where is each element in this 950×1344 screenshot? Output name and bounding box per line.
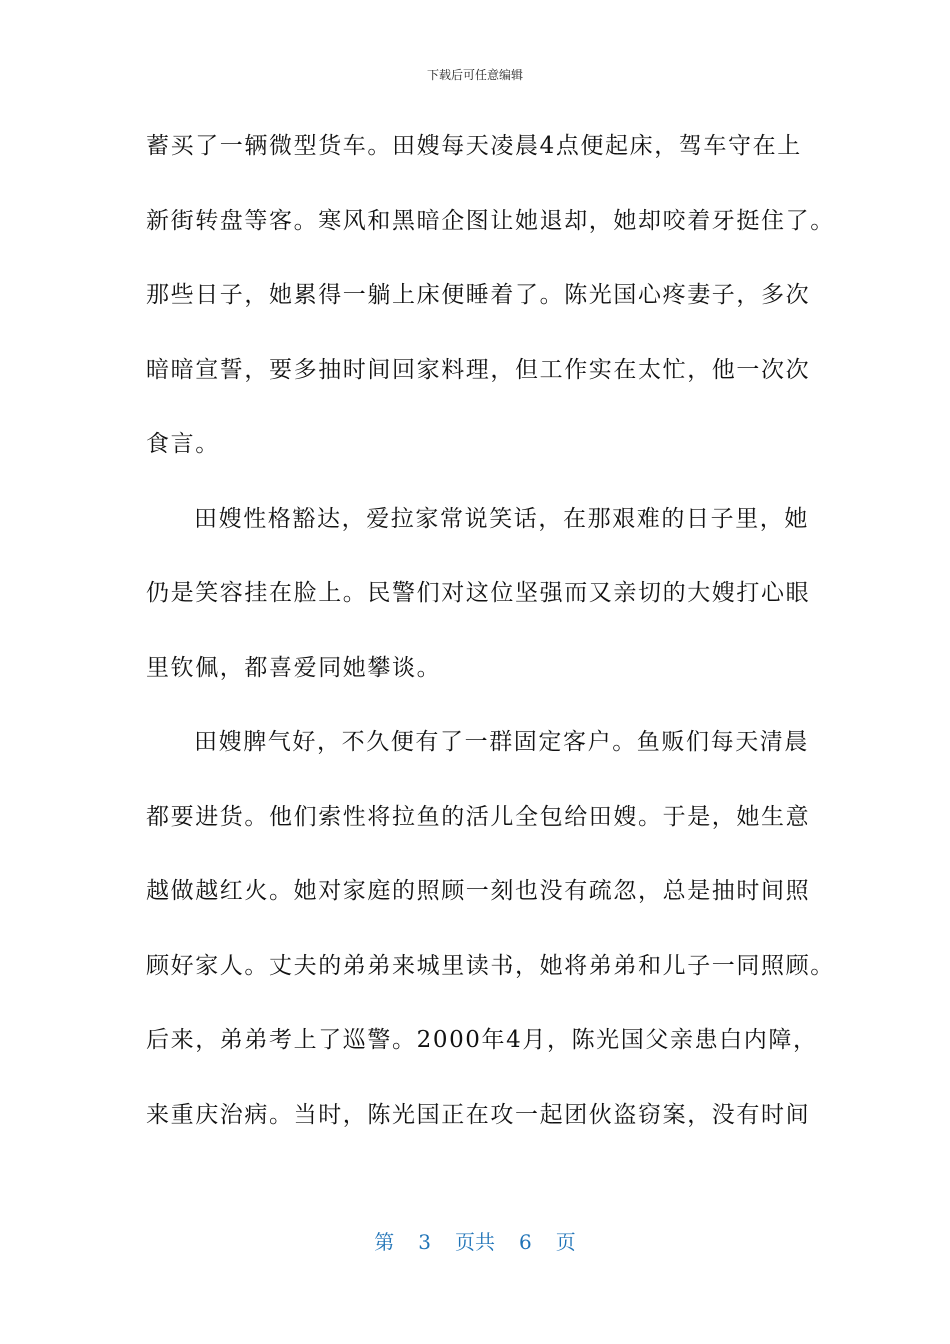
text-line: 新街转盘等客。寒风和黑暗企图让她退却，她却咬着牙挺住了。 (146, 207, 835, 234)
current-page-number: 3 (418, 1230, 431, 1254)
text-line: 蓄买了一辆微型货车。田嫂每天凌晨4点便起床，驾车守在上 (146, 133, 802, 159)
footer-middle: 页共 (455, 1230, 495, 1254)
text-line: 顾好家人。丈夫的弟弟来城里读书，她将弟弟和儿子一同照顾。 (146, 952, 835, 979)
text-line: 暗暗宣誓，要多抽时间回家料理，但工作实在太忙，他一次次 (146, 356, 811, 383)
text-line: 都要进货。他们索性将拉鱼的活儿全包给田嫂。于是，她生意 (146, 803, 811, 830)
page-footer (0, 1226, 950, 1255)
total-page-count: 6 (519, 1230, 532, 1254)
page-header: 下载后可任意编辑 (426, 68, 523, 82)
paragraph-start-line: 田嫂脾气好，不久便有了一群固定客户。鱼贩们每天清晨 (194, 729, 809, 755)
text-line: 后来，弟弟考上了巡警。2000年4月，陈光国父亲患白内障， (146, 1027, 818, 1053)
footer-prefix: 第 (374, 1230, 395, 1254)
text-line: 来重庆治病。当时，陈光国正在攻一起团伙盗窃案，没有时间 (146, 1101, 811, 1128)
body-text (146, 126, 835, 1169)
paragraph-start-line: 田嫂性格豁达，爱拉家常说笑话，在那艰难的日子里，她 (194, 505, 809, 532)
footer-suffix: 页 (555, 1230, 576, 1254)
text-line: 食言。 (146, 431, 220, 457)
text-line: 越做越红火。她对家庭的照顾一刻也没有疏忽，总是抽时间照 (146, 878, 811, 904)
text-line: 里钦佩，都喜爱同她攀谈。 (146, 654, 442, 681)
text-line: 那些日子，她累得一躺上床便睡着了。陈光国心疼妻子，多次 (146, 282, 811, 308)
text-line: 仍是笑容挂在脸上。民警们对这位坚强而又亲切的大嫂打心眼 (146, 580, 811, 606)
